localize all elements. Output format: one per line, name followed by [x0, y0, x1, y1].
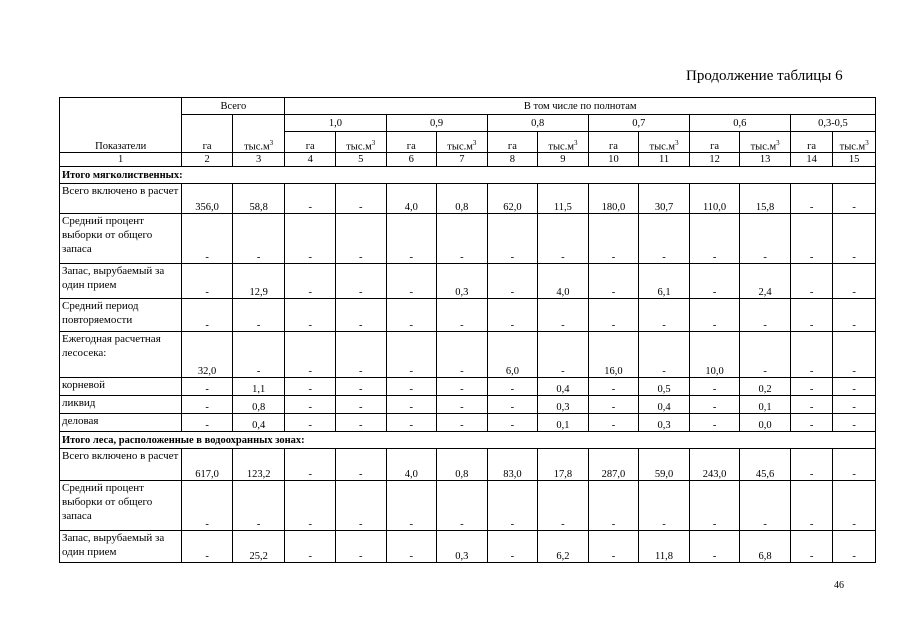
table-cell: -: [689, 481, 740, 531]
table-cell: -: [386, 481, 437, 531]
table-cell: -: [232, 299, 285, 332]
table-cell: 62,0: [487, 184, 538, 214]
table-cell: -: [689, 264, 740, 299]
table-caption: Продолжение таблицы 6: [686, 68, 843, 84]
table-cell: -: [182, 396, 233, 414]
unit-vol-header: $тыс.м^3$: [232, 115, 285, 153]
table-cell: -: [285, 299, 336, 332]
table-cell: -: [437, 396, 488, 414]
table-cell: -: [790, 481, 832, 531]
table-cell: -: [538, 481, 589, 531]
table-cell: -: [833, 531, 876, 563]
density-col-header: 0,8: [487, 115, 588, 132]
table-row: [60, 378, 876, 396]
table-cell: -: [182, 414, 233, 432]
unit-vol-header: $тыс.м^3$: [335, 132, 386, 153]
unit-ha-header: га: [689, 132, 740, 153]
table-cell: -: [833, 332, 876, 378]
column-number: 7: [437, 153, 488, 167]
table-cell: 4,0: [538, 264, 589, 299]
table-row: [60, 299, 876, 332]
section-title-row: [60, 167, 876, 184]
column-number: 9: [538, 153, 589, 167]
unit-vol-header: $тыс.м^3$: [538, 132, 589, 153]
unit-vol-header: $тыс.м^3$: [437, 132, 488, 153]
table-cell: -: [487, 378, 538, 396]
table-cell: -: [689, 214, 740, 264]
table-cell: -: [639, 332, 690, 378]
column-number: 3: [232, 153, 285, 167]
table-cell: 11,8: [639, 531, 690, 563]
table-row: [60, 449, 876, 481]
density-col-header: 0,3-0,5: [790, 115, 875, 132]
unit-ha-header: га: [487, 132, 538, 153]
section-title: Итого леса, расположенные в водоохранных зонах:: [60, 432, 876, 449]
table-cell: -: [335, 214, 386, 264]
table-cell: -: [790, 396, 832, 414]
table-cell: -: [538, 332, 589, 378]
section-title: Итого мягколиственных:: [60, 167, 876, 184]
table-cell: -: [588, 378, 639, 396]
table-cell: -: [639, 481, 690, 531]
table-cell: -: [833, 378, 876, 396]
table-cell: -: [833, 214, 876, 264]
table-cell: -: [689, 299, 740, 332]
table-cell: 17,8: [538, 449, 589, 481]
table-cell: 59,0: [639, 449, 690, 481]
table-cell: -: [437, 299, 488, 332]
table-cell: 83,0: [487, 449, 538, 481]
table-cell: -: [487, 414, 538, 432]
table-cell: -: [833, 184, 876, 214]
row-label: Ежегодная расчетная лесосека:: [60, 332, 182, 378]
total-header: Всего: [182, 98, 285, 115]
table-cell: 0,3: [437, 264, 488, 299]
table-cell: -: [386, 299, 437, 332]
unit-ha-header: га: [285, 132, 336, 153]
table-row: [60, 414, 876, 432]
column-number: 15: [833, 153, 876, 167]
unit-ha-header: га: [588, 132, 639, 153]
table-cell: 6,1: [639, 264, 690, 299]
table-cell: -: [588, 481, 639, 531]
row-label: Всего включено в расчет: [60, 184, 182, 214]
table-cell: -: [588, 264, 639, 299]
table-cell: 0,3: [437, 531, 488, 563]
table-cell: -: [437, 332, 488, 378]
table-cell: -: [335, 531, 386, 563]
table-cell: 356,0: [182, 184, 233, 214]
table-cell: -: [285, 184, 336, 214]
table-cell: -: [437, 214, 488, 264]
table-cell: -: [285, 332, 336, 378]
column-number: 14: [790, 153, 832, 167]
table-cell: 0,4: [639, 396, 690, 414]
table-row: [60, 481, 876, 531]
indicators-header: Показатели: [60, 98, 182, 153]
table-cell: 110,0: [689, 184, 740, 214]
table-cell: 1,1: [232, 378, 285, 396]
table-cell: -: [588, 396, 639, 414]
table-cell: -: [335, 332, 386, 378]
table-cell: 4,0: [386, 449, 437, 481]
density-col-header: 0,7: [588, 115, 689, 132]
table-cell: -: [386, 264, 437, 299]
table-cell: 0,3: [538, 396, 589, 414]
table-cell: 45,6: [740, 449, 791, 481]
table-cell: -: [790, 449, 832, 481]
table-row: [60, 264, 876, 299]
column-number: 10: [588, 153, 639, 167]
table-cell: 6,0: [487, 332, 538, 378]
column-number: 1: [60, 153, 182, 167]
table-cell: 0,0: [740, 414, 791, 432]
table-cell: 58,8: [232, 184, 285, 214]
table-cell: -: [538, 299, 589, 332]
table-cell: -: [437, 378, 488, 396]
table-cell: 2,4: [740, 264, 791, 299]
table-cell: -: [285, 378, 336, 396]
table-cell: 0,4: [538, 378, 589, 396]
density-col-header: 0,6: [689, 115, 790, 132]
table-cell: 4,0: [386, 184, 437, 214]
row-label: деловая: [60, 414, 182, 432]
table-cell: -: [689, 414, 740, 432]
unit-ha-header: га: [790, 132, 832, 153]
table-cell: -: [588, 214, 639, 264]
table-row: [60, 184, 876, 214]
row-label: Средний процент выборки от общего запаса: [60, 481, 182, 531]
table-cell: 30,7: [639, 184, 690, 214]
table-cell: 6,2: [538, 531, 589, 563]
table-cell: -: [689, 378, 740, 396]
table-cell: -: [740, 332, 791, 378]
table-cell: -: [335, 396, 386, 414]
table-cell: -: [487, 396, 538, 414]
table-cell: 11,5: [538, 184, 589, 214]
table-cell: -: [740, 481, 791, 531]
table-row: [60, 396, 876, 414]
table-cell: 287,0: [588, 449, 639, 481]
table-cell: -: [386, 531, 437, 563]
table-cell: -: [790, 264, 832, 299]
table-cell: -: [232, 481, 285, 531]
table-cell: -: [689, 396, 740, 414]
unit-vol-header: $тыс.м^3$: [639, 132, 690, 153]
column-number: 12: [689, 153, 740, 167]
table-cell: -: [487, 531, 538, 563]
header-row-2: [60, 115, 876, 132]
table-cell: -: [182, 264, 233, 299]
table-cell: -: [833, 396, 876, 414]
table-cell: -: [833, 414, 876, 432]
table-cell: -: [487, 214, 538, 264]
table-cell: 0,8: [232, 396, 285, 414]
table-row: [60, 332, 876, 378]
table-cell: -: [790, 299, 832, 332]
row-label: корневой: [60, 378, 182, 396]
table-cell: 617,0: [182, 449, 233, 481]
table-cell: 0,1: [740, 396, 791, 414]
header-row-1: [60, 98, 876, 115]
table-cell: -: [285, 214, 336, 264]
table-cell: 0,1: [538, 414, 589, 432]
table-cell: -: [386, 414, 437, 432]
row-label: Запас, вырубаемый за один прием: [60, 531, 182, 563]
table-cell: -: [740, 299, 791, 332]
table-cell: -: [285, 449, 336, 481]
table-cell: -: [335, 264, 386, 299]
forest-table: [59, 97, 876, 563]
table-cell: -: [335, 449, 386, 481]
unit-ha-header: га: [182, 115, 233, 153]
table-cell: -: [285, 481, 336, 531]
table-cell: -: [689, 531, 740, 563]
row-label: Всего включено в расчет: [60, 449, 182, 481]
row-label: Средний процент выборки от общего запаса: [60, 214, 182, 264]
column-number: 11: [639, 153, 690, 167]
row-label: ликвид: [60, 396, 182, 414]
table-cell: 6,8: [740, 531, 791, 563]
table-cell: 16,0: [588, 332, 639, 378]
table-cell: 0,8: [437, 184, 488, 214]
table-cell: -: [182, 378, 233, 396]
table-cell: -: [639, 299, 690, 332]
table-cell: -: [790, 184, 832, 214]
table-cell: 0,4: [232, 414, 285, 432]
table-cell: -: [182, 481, 233, 531]
table-cell: -: [386, 214, 437, 264]
table-cell: -: [285, 264, 336, 299]
table-cell: -: [833, 299, 876, 332]
table-cell: -: [386, 332, 437, 378]
table-cell: 10,0: [689, 332, 740, 378]
table-cell: -: [285, 414, 336, 432]
table-cell: 0,5: [639, 378, 690, 396]
table-cell: 15,8: [740, 184, 791, 214]
column-number: 5: [335, 153, 386, 167]
unit-ha-header: га: [386, 132, 437, 153]
page-number: 46: [834, 580, 844, 591]
table-cell: -: [335, 299, 386, 332]
table-cell: 243,0: [689, 449, 740, 481]
column-number: 8: [487, 153, 538, 167]
table-cell: -: [790, 378, 832, 396]
table-cell: -: [833, 264, 876, 299]
table-cell: -: [182, 531, 233, 563]
row-label: Запас, вырубаемый за один прием: [60, 264, 182, 299]
table-cell: -: [790, 332, 832, 378]
table-cell: 180,0: [588, 184, 639, 214]
column-number: 6: [386, 153, 437, 167]
table-cell: -: [790, 414, 832, 432]
table-cell: -: [285, 396, 336, 414]
table-cell: 25,2: [232, 531, 285, 563]
table-cell: 12,9: [232, 264, 285, 299]
table-cell: -: [232, 332, 285, 378]
table-cell: -: [833, 449, 876, 481]
table-cell: 123,2: [232, 449, 285, 481]
table-cell: -: [538, 214, 589, 264]
section-title-row: [60, 432, 876, 449]
table-cell: -: [335, 481, 386, 531]
table-cell: -: [588, 414, 639, 432]
table-cell: 0,3: [639, 414, 690, 432]
table-cell: -: [833, 481, 876, 531]
table-cell: -: [639, 214, 690, 264]
table-cell: -: [437, 414, 488, 432]
table-cell: 0,2: [740, 378, 791, 396]
table-cell: -: [182, 214, 233, 264]
table-row: [60, 531, 876, 563]
density-col-header: 0,9: [386, 115, 487, 132]
table-cell: -: [588, 531, 639, 563]
table-cell: -: [232, 214, 285, 264]
table-cell: -: [335, 184, 386, 214]
table-cell: -: [386, 396, 437, 414]
table-cell: -: [790, 531, 832, 563]
table-cell: -: [487, 299, 538, 332]
row-label: Средний период повторяемости: [60, 299, 182, 332]
table-cell: -: [740, 214, 791, 264]
table-cell: -: [487, 264, 538, 299]
density-header: В том числе по полнотам: [285, 98, 876, 115]
table-cell: 32,0: [182, 332, 233, 378]
density-col-header: 1,0: [285, 115, 386, 132]
table-cell: -: [487, 481, 538, 531]
table-cell: -: [437, 481, 488, 531]
column-number: 13: [740, 153, 791, 167]
table-cell: 0,8: [437, 449, 488, 481]
unit-vol-header: $тыс.м^3$: [740, 132, 791, 153]
table-cell: -: [285, 531, 336, 563]
table-cell: -: [182, 299, 233, 332]
table-cell: -: [335, 378, 386, 396]
table-cell: -: [790, 214, 832, 264]
table-cell: -: [386, 378, 437, 396]
table-cell: -: [335, 414, 386, 432]
unit-vol-header: $тыс.м^3$: [833, 132, 876, 153]
column-number: 4: [285, 153, 336, 167]
column-number: 2: [182, 153, 233, 167]
table-cell: -: [588, 299, 639, 332]
column-number-row: [60, 153, 876, 167]
table-row: [60, 214, 876, 264]
